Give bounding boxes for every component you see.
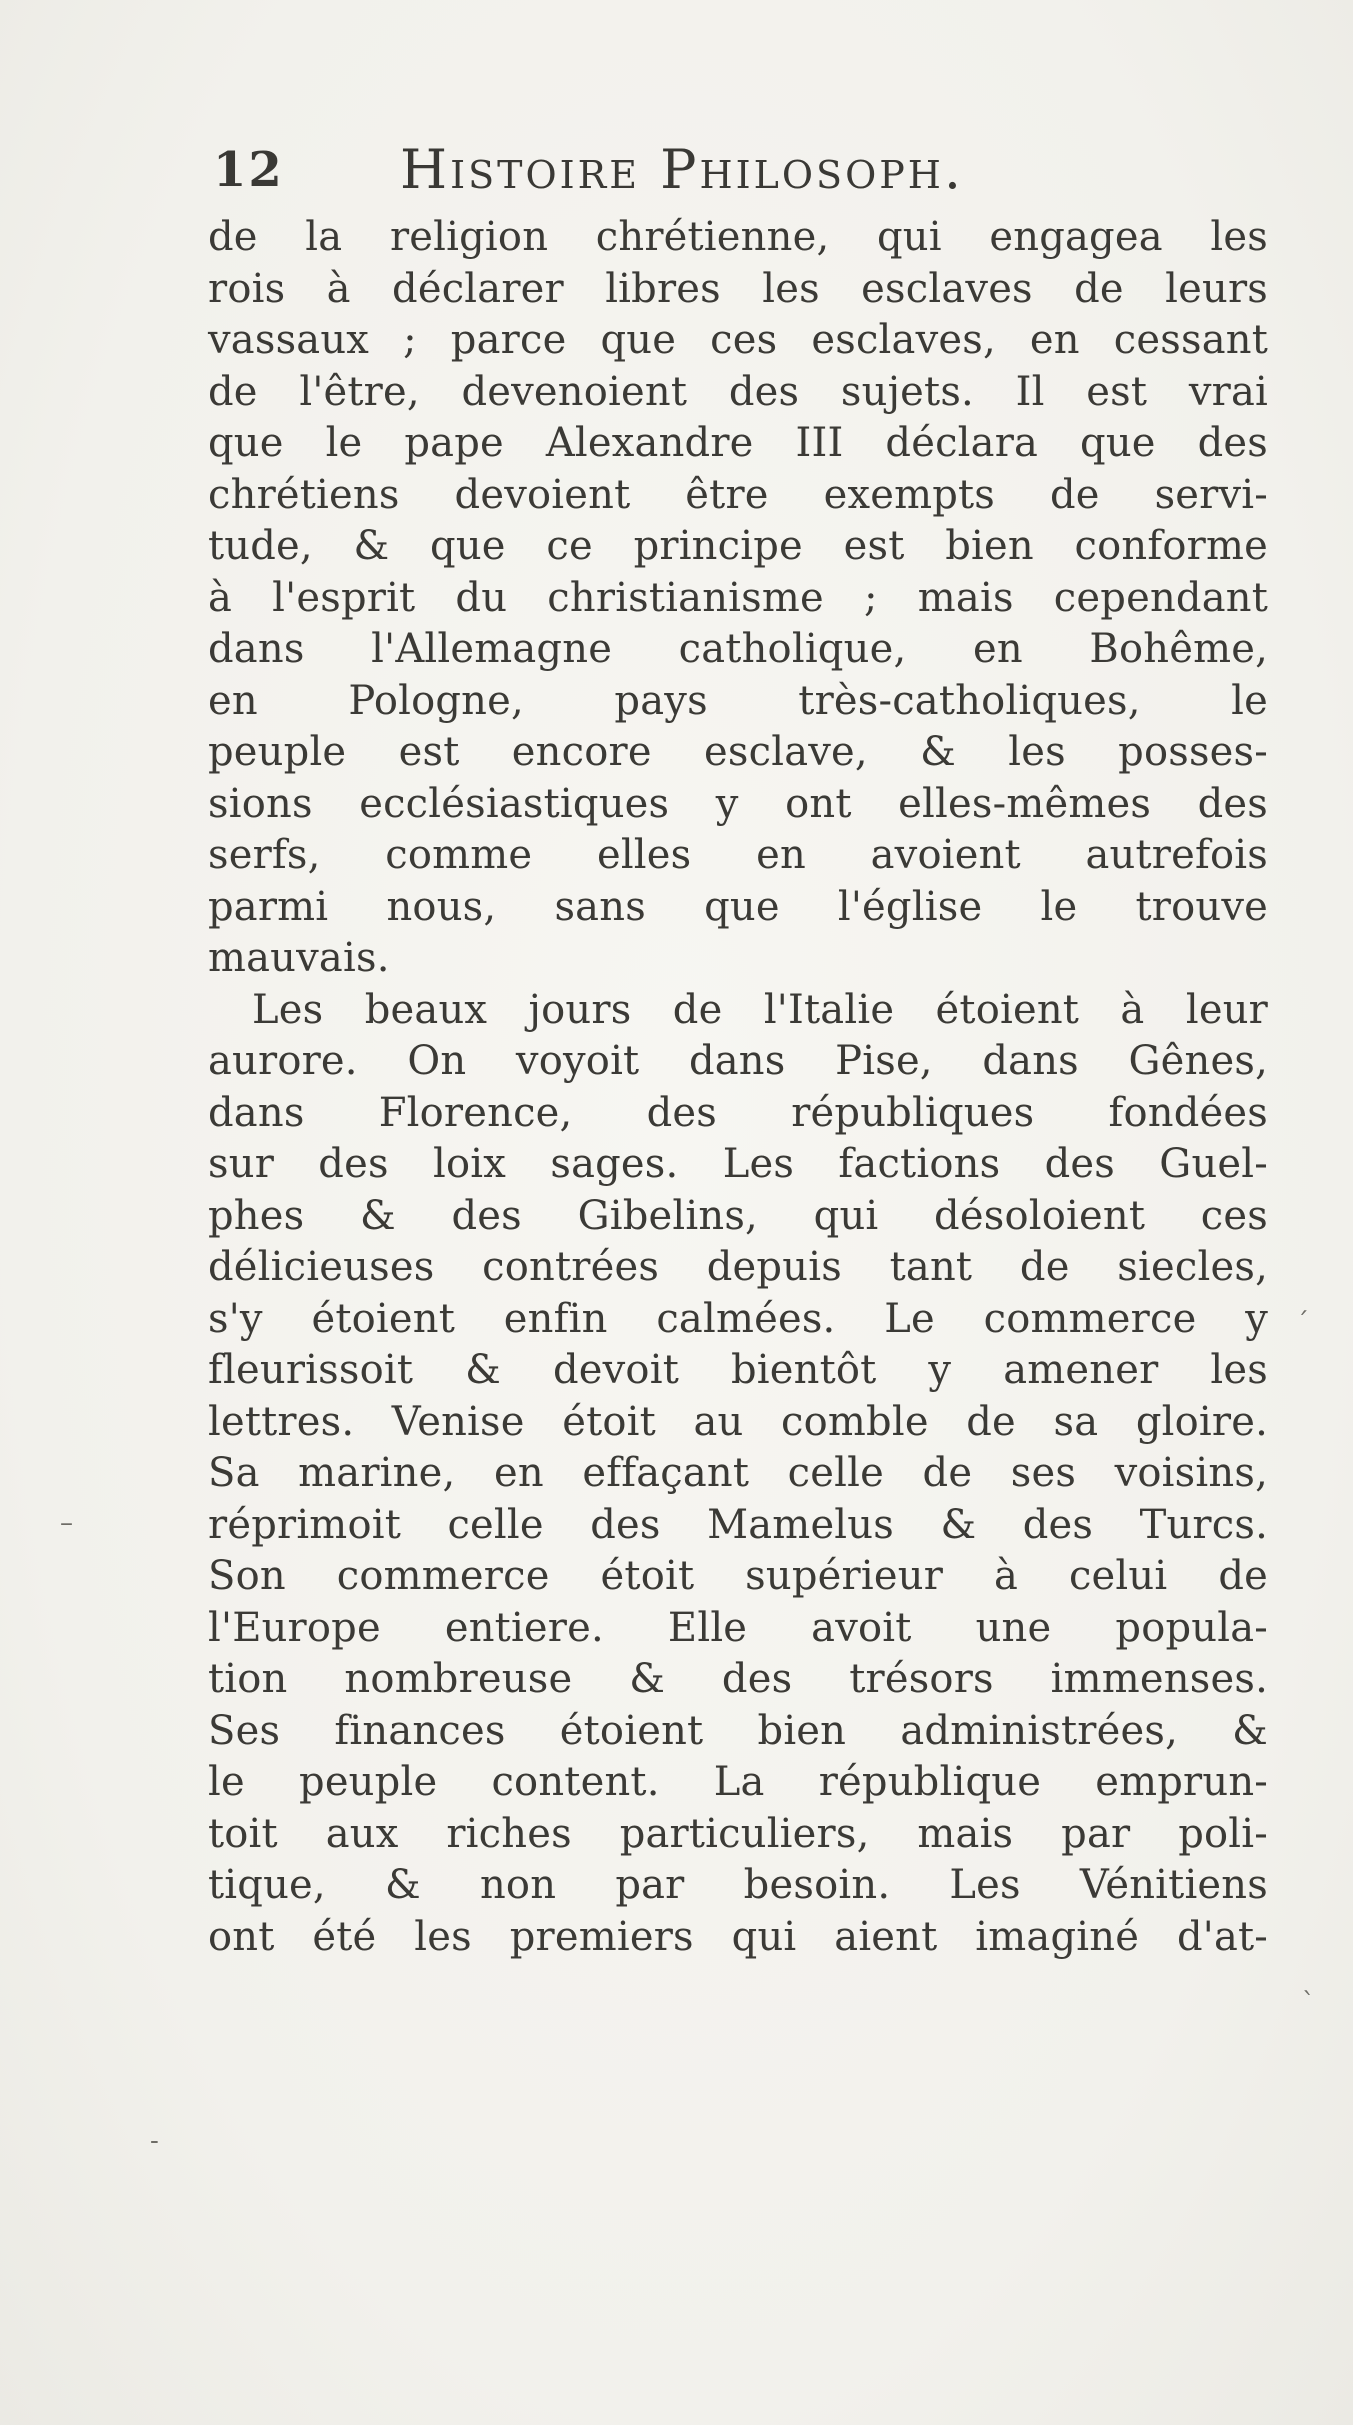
margin-speck: – bbox=[60, 1508, 73, 1538]
text-line: phes & des Gibelins, qui désoloient ces bbox=[208, 1192, 1268, 1239]
running-title: Histoire Philosoph. bbox=[400, 138, 965, 201]
text-line: ont été les premiers qui aient imaginé d'at- bbox=[208, 1913, 1268, 1960]
text-line: chrétiens devoient être exempts de servi- bbox=[208, 471, 1268, 518]
text-line: à l'esprit du christianisme ; mais cependant bbox=[208, 574, 1268, 621]
text-line: toit aux riches particuliers, mais par poli- bbox=[208, 1810, 1268, 1857]
text-line: rois à déclarer libres les esclaves de leurs bbox=[208, 265, 1268, 312]
text-line: tude, & que ce principe est bien conforme bbox=[208, 523, 1268, 569]
margin-speck: ˋ bbox=[1302, 1988, 1315, 2018]
text-line: mauvais. bbox=[208, 935, 390, 981]
text-line: Son commerce étoit supérieur à celui de bbox=[208, 1553, 1268, 1599]
text-line: vassaux ; parce que ces esclaves, en cessant bbox=[208, 317, 1268, 363]
text-line: sions ecclésiastiques y ont elles-mêmes des bbox=[208, 780, 1268, 827]
text-line: tion nombreuse & des trésors immenses. bbox=[208, 1656, 1268, 1702]
margin-speck: - bbox=[150, 2126, 159, 2156]
text-line: de l'être, devenoient des sujets. Il est vrai bbox=[208, 368, 1268, 415]
text-line: Sa marine, en effaçant celle de ses voisins, bbox=[208, 1450, 1268, 1496]
text-line: fleurissoit & devoit bientôt y amener les bbox=[208, 1347, 1268, 1393]
text-line: réprimoit celle des Mamelus & des Turcs. bbox=[208, 1501, 1268, 1548]
text-line: l'Europe entiere. Elle avoit une popula- bbox=[208, 1604, 1268, 1651]
text-line: lettres. Venise étoit au comble de sa gloire. bbox=[208, 1398, 1268, 1445]
text-line: le peuple content. La république emprun- bbox=[208, 1759, 1268, 1805]
text-line: s'y étoient enfin calmées. Le commerce y bbox=[208, 1295, 1268, 1342]
text-line: sur des loix sages. Les factions des Guel- bbox=[208, 1141, 1268, 1187]
running-head bbox=[213, 138, 1273, 208]
text-line: aurore. On voyoit dans Pise, dans Gênes, bbox=[208, 1038, 1268, 1084]
text-line: en Pologne, pays très-catholiques, le bbox=[208, 677, 1268, 724]
text-line: délicieuses contrées depuis tant de siecles, bbox=[208, 1244, 1268, 1290]
text-line: tique, & non par besoin. Les Vénitiens bbox=[208, 1862, 1268, 1908]
body-text bbox=[208, 212, 1268, 1963]
text-line: que le pape Alexandre III déclara que des bbox=[208, 420, 1268, 466]
text-line: de la religion chrétienne, qui engagea les bbox=[208, 214, 1268, 260]
text-line: Ses finances étoient bien administrées, & bbox=[208, 1707, 1268, 1754]
paragraph-start-line: Les beaux jours de l'Italie étoient à leur bbox=[252, 986, 1268, 1033]
text-line: dans Florence, des républiques fondées bbox=[208, 1089, 1268, 1136]
text-line: dans l'Allemagne catholique, en Bohême, bbox=[208, 626, 1268, 672]
text-line: serfs, comme elles en avoient autrefois bbox=[208, 832, 1268, 878]
page-number: 12 bbox=[213, 142, 284, 198]
margin-speck: ´ bbox=[1296, 1308, 1309, 1338]
text-line: peuple est encore esclave, & les posses- bbox=[208, 729, 1268, 775]
text-line: parmi nous, sans que l'église le trouve bbox=[208, 883, 1268, 930]
